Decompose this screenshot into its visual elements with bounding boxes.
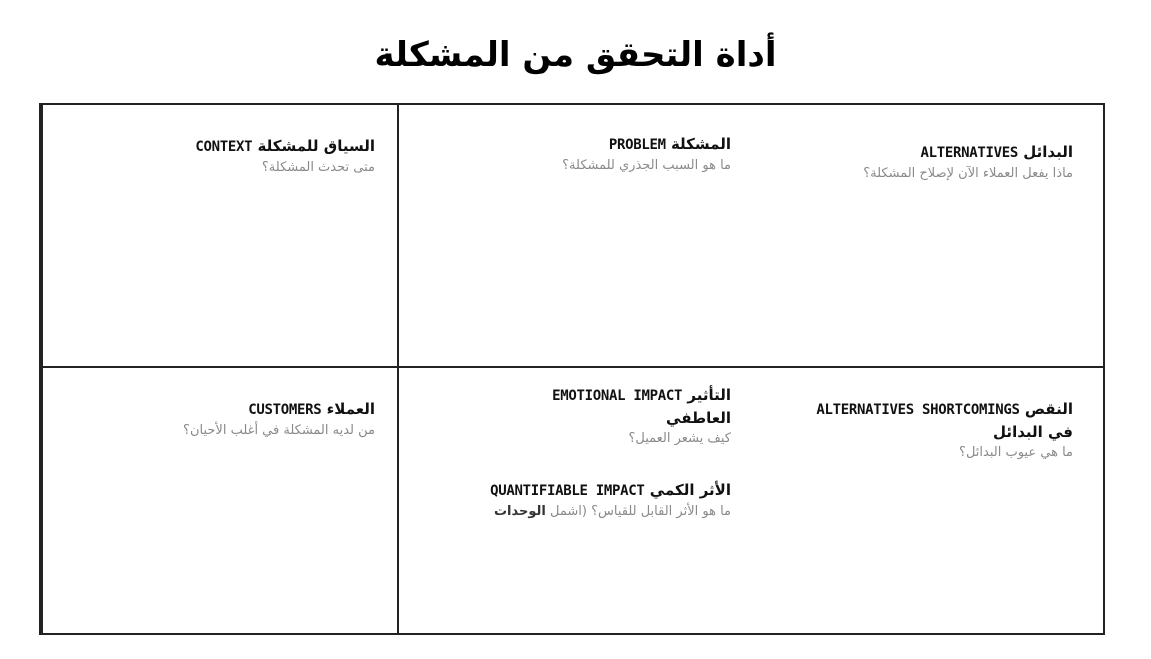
- quantifiable-question-units: الوحدات: [493, 504, 546, 519]
- quantifiable-label-en: QUANTIFIABLE IMPACT: [490, 483, 645, 499]
- alternatives-label-ar: البدائل: [1023, 143, 1073, 161]
- alternatives-label: [813, 141, 1073, 164]
- customers-label-en: CUSTOMERS: [248, 402, 322, 418]
- shortcomings-question: ما هي عيوب البدائل؟: [959, 445, 1073, 460]
- cell-impact: [397, 368, 753, 633]
- shortcomings-label-ar-2: في البدائل: [993, 423, 1073, 441]
- problem-label: [471, 133, 731, 156]
- cell-customers: [41, 368, 397, 633]
- emotional-question: كيف يشعر العميل؟: [628, 431, 731, 446]
- cell-shortcomings: [753, 368, 1103, 633]
- emotional-label-ar: التأثير: [687, 386, 731, 404]
- cell-problem: [397, 105, 753, 368]
- problem-label-en: PROBLEM: [608, 137, 666, 153]
- alternatives-question: ماذا يفعل العملاء الآن لإصلاح المشكلة؟: [863, 166, 1073, 181]
- cell-context: [41, 105, 397, 368]
- context-label-ar: السياق للمشكلة: [257, 137, 375, 155]
- alternatives-label-en: ALTERNATIVES: [920, 145, 1019, 161]
- emotional-label-en: EMOTIONAL IMPACT: [552, 388, 683, 404]
- problem-question: ما هو السبب الجذري للمشكلة؟: [562, 158, 731, 173]
- validation-canvas-grid: [39, 103, 1105, 635]
- shortcomings-label-en: ALTERNATIVES SHORTCOMINGS: [816, 402, 1020, 418]
- customers-label-ar: العملاء: [326, 400, 375, 418]
- quantifiable-question: [451, 502, 731, 522]
- emotional-label-ar-2: العاطفي: [666, 409, 731, 427]
- emotional-label: [471, 384, 731, 429]
- quantifiable-question-text: ما هو الأثر القابل للقياس؟ (اشمل: [550, 504, 731, 519]
- customers-question: من لديه المشكلة في أغلب الأحيان؟: [183, 423, 375, 438]
- shortcomings-label-ar: النقص: [1024, 400, 1073, 418]
- quantifiable-label-ar: الأثر الكمي: [649, 481, 731, 499]
- context-question: متى تحدث المشكلة؟: [261, 160, 375, 175]
- problem-label-ar: المشكلة: [670, 135, 731, 153]
- context-label: [115, 135, 375, 158]
- cell-alternatives: [753, 105, 1103, 368]
- customers-label: [115, 398, 375, 421]
- page-title: أداة التحقق من المشكلة: [374, 35, 777, 75]
- quantifiable-label: [471, 479, 731, 502]
- context-label-en: CONTEXT: [195, 139, 253, 155]
- shortcomings-label: [813, 398, 1073, 443]
